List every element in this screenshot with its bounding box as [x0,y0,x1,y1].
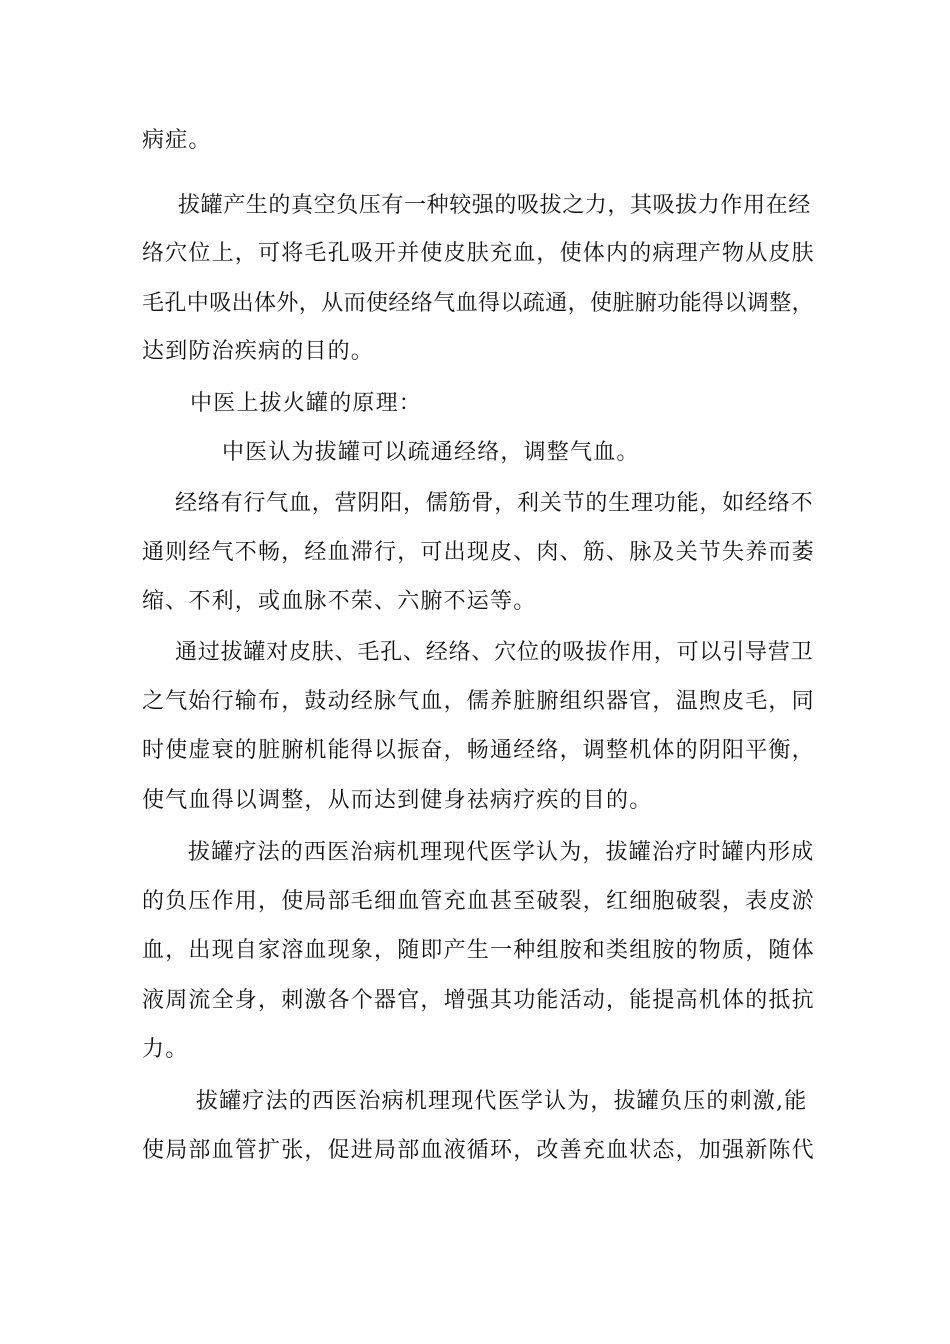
text-line: 达到防治疾病的目的。 [142,339,375,364]
text-line: 病症。 [142,128,212,153]
text-line: 毛孔中吸出体外，从而使经络气血得以疏通，使脏腑功能得以调整， [142,291,815,316]
text-line: 络穴位上，可将毛孔吸开并使皮肤充血，使体内的病理产物从皮肤 [142,241,815,266]
text-line: 之气始行输布，鼓动经脉气血，儒养脏腑组织器官，温煦皮毛，同 [142,689,815,714]
text-line: 使气血得以调整，从而达到健身祛病疗疾的目的。 [142,788,653,813]
text-line: 血，出现自家溶血现象，随即产生一种组胺和类组胺的物质，随体 [142,938,815,963]
text-line: 通过拔罐对皮肤、毛孔、经络、穴位的吸拔作用，可以引导营卫 [175,640,814,665]
text-line: 的负压作用，使局部毛细血管充血甚至破裂，红细胞破裂，表皮淤 [142,889,815,914]
section-heading: 中医上拔火罐的原理： [190,391,423,416]
text-line: 经络有行气血，营阴阳，儒筋骨，利关节的生理功能，如经络不 [175,491,814,516]
text-line: 通则经气不畅，经血滞行，可出现皮、肉、筋、脉及关节失养而萎 [142,540,815,565]
text-line: 拔罐产生的真空负压有一种较强的吸拔之力，其吸拔力作用在经 [178,193,811,218]
text-line: 液周流全身，刺激各个器官，增强其功能活动，能提高机体的抵抗 [142,988,815,1013]
text-line: 时使虚衰的脏腑机能得以振奋，畅通经络，调整机体的阴阳平衡， [142,738,815,763]
text-line: 中医认为拔罐可以疏通经络，调整气血。 [222,440,640,465]
text-line: 使局部血管扩张，促进局部血液循环，改善充血状态，加强新陈代 [142,1138,815,1163]
text-line: 力。 [142,1037,189,1062]
text-line: 缩、不利，或血脉不荣、六腑不运等。 [142,589,537,614]
text-line: 拔罐疗法的西医治病机理现代医学认为，拔罐负压的刺激,能 [196,1089,808,1114]
text-line: 拔罐疗法的西医治病机理现代医学认为，拔罐治疗时罐内形成 [188,840,815,865]
